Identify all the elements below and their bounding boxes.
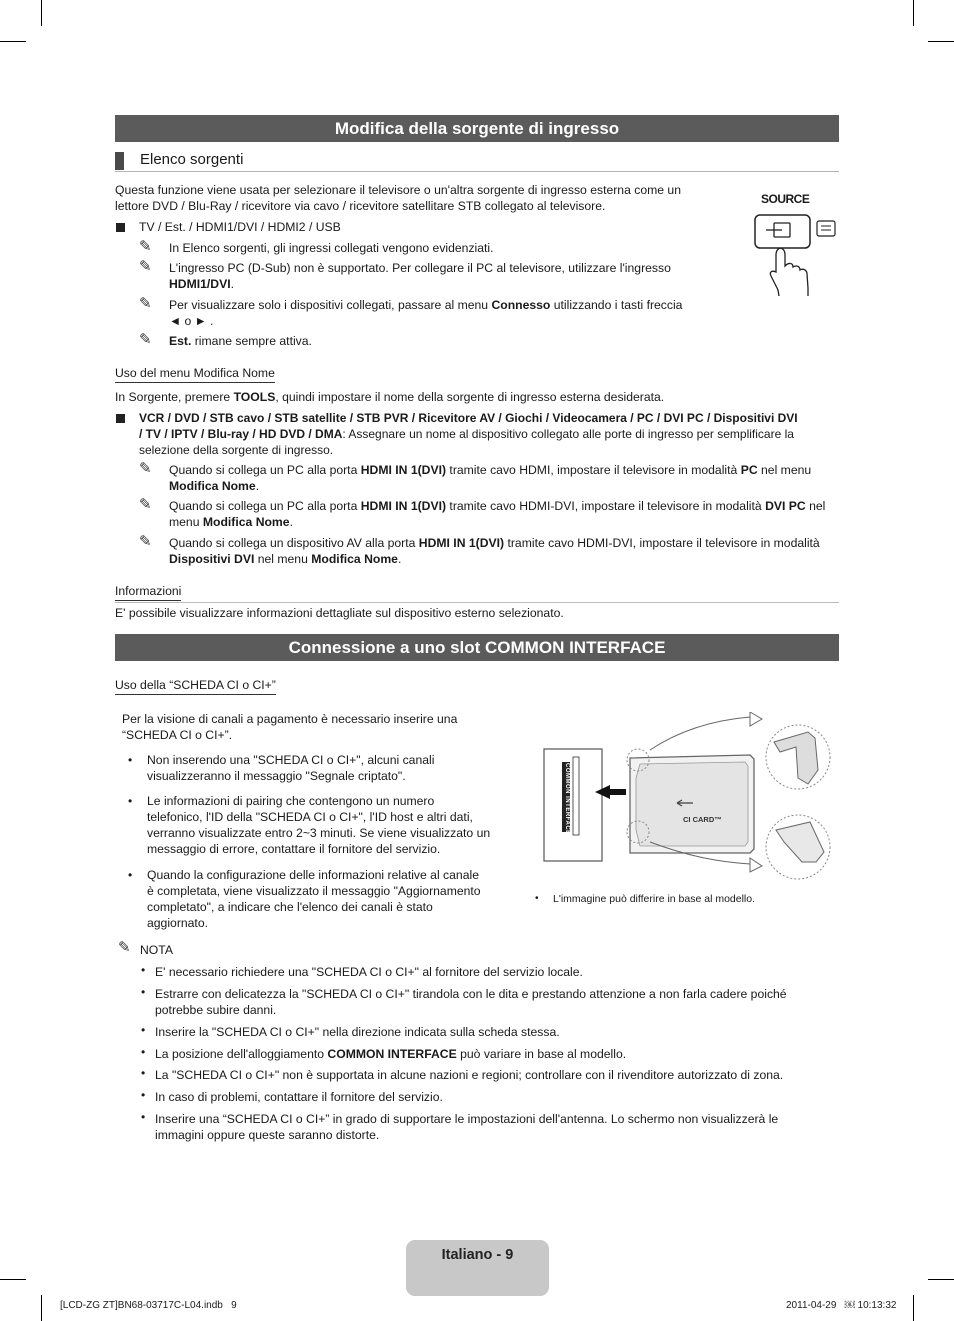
rename-instruction [115,389,664,405]
subheading-source-list [115,151,839,172]
nota-item: E' necessario richiedere una "SCHEDA CI o CI+" al fornitore del servizio locale. [155,965,583,979]
print-file-label: [LCD-ZG ZT]BN68-03717C-L04.indb 9 [60,1300,237,1311]
text-part: nel menu [254,552,312,566]
note-part: Per visualizzare solo i dispositivi collegati, passare al menu [169,298,492,312]
ci-intro [122,711,522,743]
text-part: tramite cavo HDMI-DVI, impostare il televisore in modalità [446,499,766,513]
device-names-item [139,410,839,458]
intro-line: lettore DVD / Blu-Ray / ricevitore via cavo / ricevitore satellitare STB collegato al televisore. [115,199,606,213]
tools-key-label: TOOLS [233,390,276,404]
text-part: nel menu [757,463,812,477]
device-names-bold: VCR / DVD / STB cavo / STB satellite / STB PVR / Ricevitore AV / Giochi / Videocamera / PC / DVI PC / Dispositivi DVI [139,411,798,425]
text-line: Estrarre con delicatezza la "SCHEDA CI o CI+" tirandola con le dita e prestando attenzione a non farla cadere poiché [155,987,787,1001]
text-part: Quando si collega un dispositivo AV alla porta [169,536,419,550]
print-date-label: 2011-04-29 ￼ 10:13:32 [786,1300,897,1311]
note-icon: ✎ [139,295,152,312]
ci-bullet [147,793,522,857]
ci-slot-label: COMMON INTERFACE [564,763,570,835]
note-text: L'ingresso PC (D-Sub) non è supportato. Per collegare il PC al televisore, utilizzare l'ingresso HDMI1/DVI. [169,260,729,292]
note-line: ◄ o ► . [169,314,214,328]
slot-name: COMMON INTERFACE [327,1047,457,1061]
text-part: In Sorgente, premere [115,390,234,404]
text-line: telefonico, l'ID della "SCHEDA CI o CI+", l'ID host e altri dati, [147,810,473,824]
text-line: Quando la configurazione delle informazioni relative al canale [147,868,479,882]
text-part: Quando si collega un PC alla porta [169,499,361,513]
bullet-dot: • [535,893,539,904]
ci-card-illustration [540,712,840,887]
text-part: Quando si collega un PC alla porta [169,463,361,477]
bullet-dot: • [141,1110,146,1124]
note-icon: ✎ [139,258,152,275]
nota-item [155,1046,626,1062]
note-icon: ✎ [139,533,152,550]
remote-source-illustration [754,190,844,298]
text-line: Le informazioni di pairing che contengono un numero [147,794,435,808]
crop-mark [928,41,954,42]
text-part: tramite cavo HDMI, impostare il televisore in modalità [446,463,741,477]
note-bold: Connesso [491,298,551,312]
note-text: Quando si collega un PC alla porta HDMI IN 1(DVI) tramite cavo HDMI, impostare il televisore in modalità PC nel menu Modifica Nome. [169,463,812,493]
port-label: HDMI IN 1(DVI) [360,499,447,513]
source-list-item: TV / Est. / HDMI1/DVI / HDMI2 / USB [139,220,341,234]
subsection-title-info: Informazioni [115,583,181,601]
note-icon: ✎ [139,460,152,477]
bullet-dot: • [128,868,133,882]
subheading-marker [115,152,124,170]
bullet-dot: • [141,1023,146,1037]
intro-paragraph [115,182,735,214]
text-line: Inserire una “SCHEDA CI o CI+” in grado di supportare le impostazioni dell'antenna. Lo schermo non visualizzerà le [155,1112,779,1126]
text-part: può variare in base al modello. [456,1047,627,1061]
section-title-source: Modifica della sorgente di ingresso [115,115,839,142]
mode-label: Dispositivi DVI [169,552,255,566]
crop-mark [41,0,42,26]
note-text: Quando si collega un PC alla porta HDMI IN 1(DVI) tramite cavo HDMI-DVI, impostare il televisore in modalità DVI PC nel menu Modifica Nome. [169,499,826,529]
subheading-text: Elenco sorgenti [140,151,244,168]
text-part: tramite cavo HDMI-DVI, impostare il televisore in modalità [504,536,820,550]
bullet-square [116,414,125,423]
crop-mark [913,1295,914,1321]
text-part: La posizione dell'alloggiamento [155,1047,328,1061]
text-line: è completata, viene visualizzato il messaggio "Aggiornamento [147,884,481,898]
text-line: verranno visualizzate entro 2~3 minuti. Se viene visualizzato un [147,826,491,840]
note-bold: HDMI1/DVI [169,277,231,291]
text-line: visualizzeranno il messaggio "Segnale criptato". [147,769,406,783]
intro-line: Questa funzione viene usata per selezionare il televisore o un'altra sorgente di ingresso esterna come un [115,183,681,197]
device-names-bold: / TV / IPTV / Blu-ray / HD DVD / DMA [139,427,343,441]
source-label: SOURCE [761,192,810,206]
text-line: aggiornato. [147,916,208,930]
bullet-square [116,223,125,232]
nota-item [155,986,840,1018]
bullet-dot: • [141,1066,146,1080]
text-line: messaggio di errore, contattare il fornitore del servizio. [147,842,441,856]
text-line: Non inserendo una "SCHEDA CI o CI+", alcuni canali [147,753,435,767]
note-icon: ✎ [139,331,152,348]
bullet-dot: • [141,963,146,977]
page-number-tab [406,1240,549,1296]
ci-slot-label-box [559,763,571,833]
info-text: E' possibile visualizzare informazioni dettagliate sul dispositivo esterno selezionato. [115,606,564,620]
bullet-dot: • [141,985,146,999]
nota-item [155,1111,840,1143]
bullet-dot: • [141,1088,146,1102]
page-number: Italiano - 9 [441,1247,514,1263]
divider [115,602,839,603]
crop-mark [928,1279,954,1280]
ci-bullet [147,867,517,931]
text-line: potrebbe subire danni. [155,1003,277,1017]
section-title-ci: Connessione a uno slot COMMON INTERFACE [115,634,839,661]
nota-label: NOTA [140,943,173,957]
bullet-dot: • [141,1045,146,1059]
note-bold: Est. [169,334,192,348]
nota-item: Inserire la "SCHEDA CI o CI+" nella direzione indicata sulla scheda stessa. [155,1025,560,1039]
mode-label: PC [740,463,758,477]
nota-item: In caso di problemi, contattare il fornitore del servizio. [155,1090,443,1104]
bullet-dot: • [128,794,133,808]
menu-label: Modifica Nome [202,515,290,529]
text-line: “SCHEDA CI o CI+”. [122,728,233,742]
text-part: nel [805,499,826,513]
note-icon: ✎ [118,939,131,956]
nota-item: La "SCHEDA CI o CI+" non è supportata in alcune nazioni e regioni; controllare con il rivenditore autorizzato di zona. [155,1068,784,1082]
note-part: utilizzando i tasti freccia [550,298,683,312]
text-part: : Assegnare un nome al dispositivo collegato alle porte di ingresso per semplificare la [342,427,794,441]
note-icon: ✎ [139,496,152,513]
port-label: HDMI IN 1(DVI) [360,463,447,477]
text-line: selezione della sorgente di ingresso. [139,443,334,457]
text-line: immagini oppure queste saranno distorte. [155,1128,380,1142]
crop-mark [41,1295,42,1321]
note-icon: ✎ [139,238,152,255]
note-text [169,333,312,349]
subsection-title-rename: Uso del menu Modifica Nome [115,365,275,383]
text-part: , quindi impostare il nome della sorgente di ingresso esterna desiderata. [275,390,665,404]
mode-label: DVI PC [765,499,806,513]
note-text: In Elenco sorgenti, gli ingressi collegati vengono evidenziati. [169,241,494,255]
menu-label: Modifica Nome [311,552,398,566]
source-button-icon [754,210,844,298]
note-line: L'ingresso PC (D-Sub) non è supportato. Per collegare il PC al televisore, utilizzare l'ingresso [169,261,671,275]
note-text: Quando si collega un dispositivo AV alla porta HDMI IN 1(DVI) tramite cavo HDMI-DVI, impostare il televisore in modalità Dispositivi DVI nel menu Modifica Nome. [169,536,820,566]
bullet-dot: • [128,753,133,767]
text-line: Per la visione di canali a pagamento è necessario inserire una [122,712,458,726]
subsection-title-ci-card: Uso della “SCHEDA CI o CI+” [115,677,276,695]
crop-mark [913,0,914,26]
menu-label: Modifica Nome [169,479,256,493]
note-text [169,297,729,329]
image-note: L'immagine può differire in base al modello. [553,893,756,905]
ci-card-label: CI CARD™ [683,815,722,824]
note-part: rimane sempre attiva. [191,334,312,348]
port-label: HDMI IN 1(DVI) [418,536,505,550]
text-part: menu [169,515,203,529]
ci-bullet [147,752,517,784]
crop-mark [0,41,26,42]
crop-mark [0,1279,26,1280]
text-line: completato", a indicare che l'elenco dei canali è stato [147,900,433,914]
